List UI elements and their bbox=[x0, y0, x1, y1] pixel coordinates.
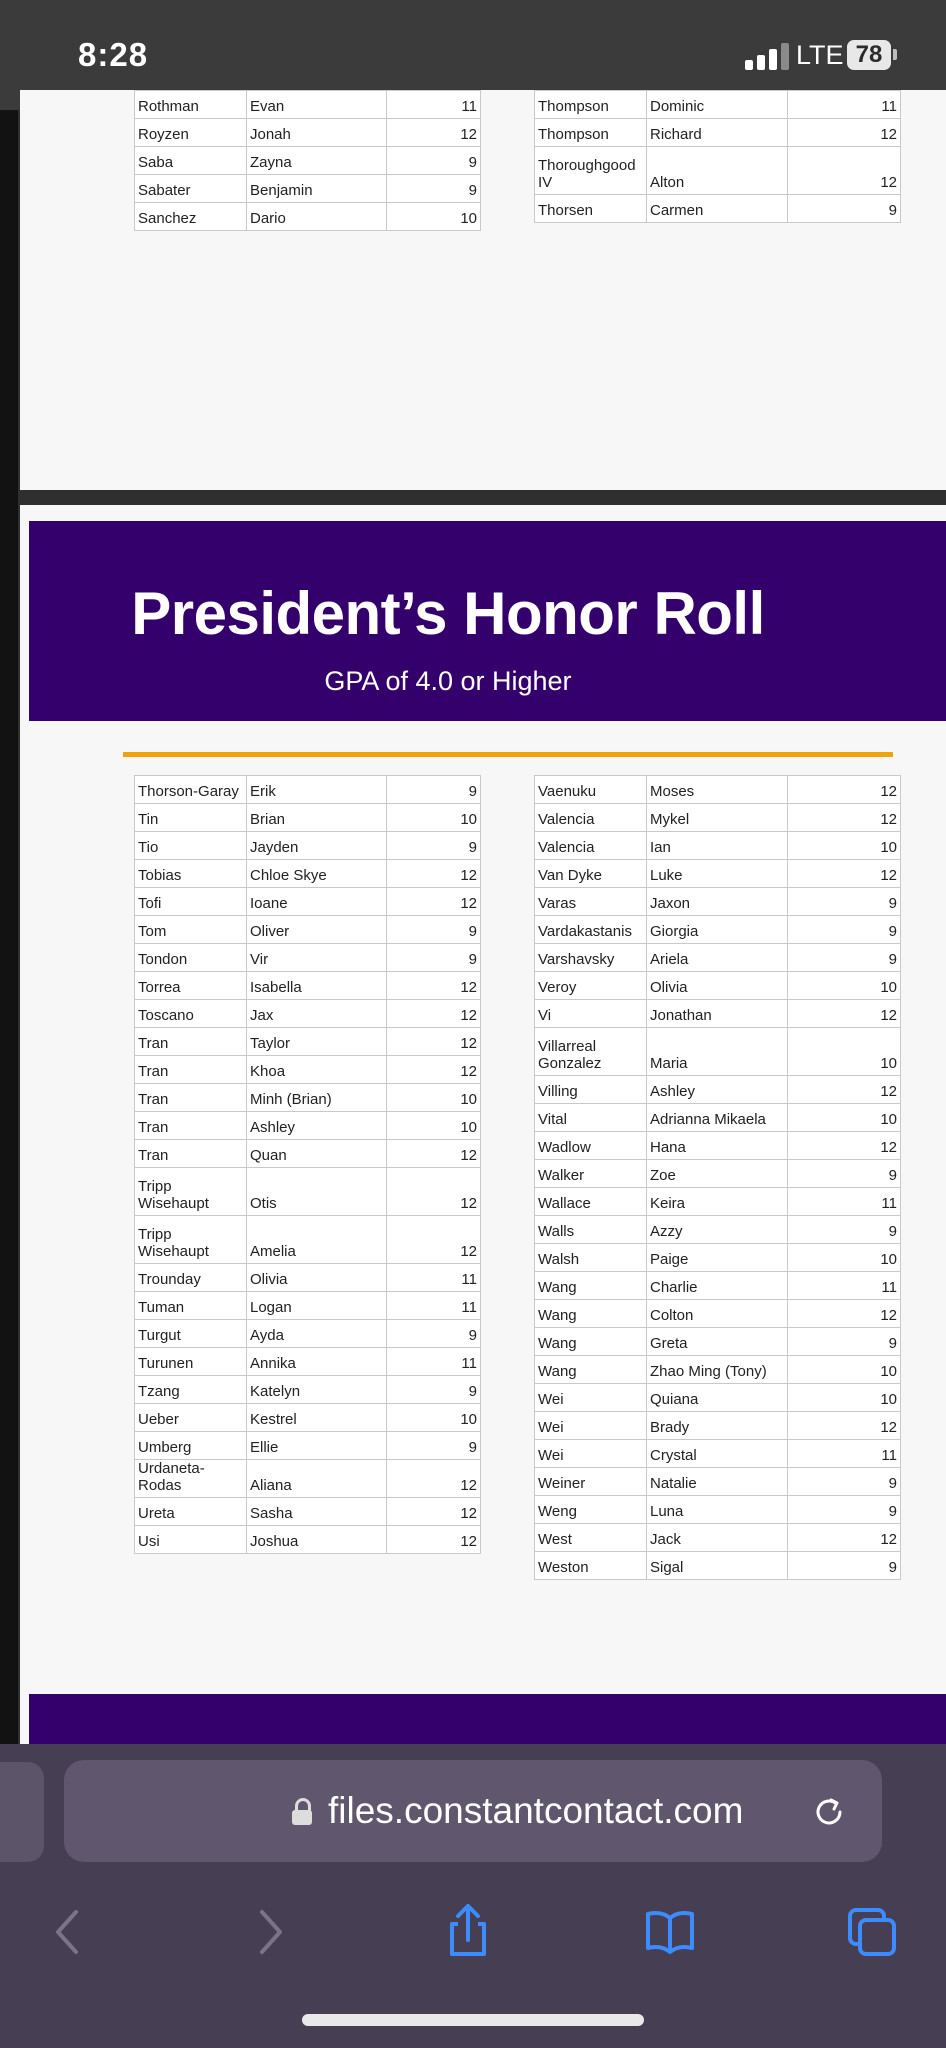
signal-icon bbox=[745, 42, 791, 70]
table-row bbox=[135, 1320, 481, 1348]
first-name-cell: Greta bbox=[647, 1328, 788, 1356]
last-name-cell: Tin bbox=[135, 804, 247, 832]
last-name-cell: Valencia bbox=[535, 832, 647, 860]
table-row bbox=[535, 972, 901, 1000]
first-name-cell: Katelyn bbox=[247, 1376, 387, 1404]
grade-cell: 9 bbox=[788, 1552, 901, 1580]
grade-cell: 11 bbox=[387, 1348, 481, 1376]
last-name-cell: Thoroughgood IV bbox=[535, 147, 647, 195]
bookmarks-icon[interactable] bbox=[630, 1892, 710, 1972]
last-name-cell: Wei bbox=[535, 1412, 647, 1440]
grade-cell: 11 bbox=[788, 1272, 901, 1300]
grade-cell: 9 bbox=[387, 776, 481, 804]
grade-cell: 12 bbox=[788, 1300, 901, 1328]
grade-cell: 9 bbox=[387, 175, 481, 203]
honor-roll-table-left bbox=[134, 775, 481, 1554]
last-name-cell: Toscano bbox=[135, 1000, 247, 1028]
first-name-cell: Joshua bbox=[247, 1526, 387, 1554]
last-name-cell: Thompson bbox=[535, 119, 647, 147]
grade-cell: 12 bbox=[788, 860, 901, 888]
grade-cell: 12 bbox=[387, 1056, 481, 1084]
last-name-cell: Trounday bbox=[135, 1264, 247, 1292]
last-name-cell: Wadlow bbox=[535, 1132, 647, 1160]
table-row bbox=[135, 1112, 481, 1140]
address-bar[interactable] bbox=[64, 1760, 882, 1862]
table-row bbox=[535, 888, 901, 916]
last-name-cell: Wei bbox=[535, 1384, 647, 1412]
last-name-cell: Thorsen bbox=[535, 195, 647, 223]
grade-cell: 12 bbox=[788, 1524, 901, 1552]
last-name-cell: Van Dyke bbox=[535, 860, 647, 888]
first-name-cell: Brady bbox=[647, 1412, 788, 1440]
table-row bbox=[135, 944, 481, 972]
first-name-cell: Quan bbox=[247, 1140, 387, 1168]
table-row bbox=[135, 972, 481, 1000]
grade-cell: 10 bbox=[788, 1028, 901, 1076]
first-name-cell: Otis bbox=[247, 1168, 387, 1216]
table-row bbox=[135, 1404, 481, 1432]
table-row bbox=[535, 1384, 901, 1412]
last-name-cell: Thompson bbox=[535, 91, 647, 119]
table-row bbox=[135, 776, 481, 804]
table-row bbox=[535, 944, 901, 972]
first-name-cell: Keira bbox=[647, 1188, 788, 1216]
table-row bbox=[535, 1132, 901, 1160]
last-name-cell: Umberg bbox=[135, 1432, 247, 1460]
table-row bbox=[135, 1000, 481, 1028]
banner-title: President’s Honor Roll bbox=[131, 580, 765, 647]
grade-cell: 9 bbox=[788, 944, 901, 972]
last-name-cell: Tripp Wisehaupt bbox=[135, 1168, 247, 1216]
browser-toolbar bbox=[0, 1744, 946, 2048]
table-row bbox=[135, 1432, 481, 1460]
first-name-cell: Quiana bbox=[647, 1384, 788, 1412]
top-table-left bbox=[134, 90, 481, 231]
last-name-cell: Tran bbox=[135, 1056, 247, 1084]
grade-cell: 12 bbox=[788, 119, 901, 147]
honor-roll-page bbox=[20, 505, 946, 1767]
address-url[interactable]: files.constantcontact.com bbox=[328, 1790, 744, 1831]
table-row bbox=[135, 804, 481, 832]
grade-cell: 10 bbox=[788, 972, 901, 1000]
first-name-cell: Jonathan bbox=[647, 1000, 788, 1028]
table-row bbox=[135, 1292, 481, 1320]
banner-subtitle: GPA of 4.0 or Higher bbox=[324, 666, 572, 696]
last-name-cell: Villarreal Gonzalez bbox=[535, 1028, 647, 1076]
first-name-cell: Aliana bbox=[247, 1460, 387, 1498]
last-name-cell: Tran bbox=[135, 1112, 247, 1140]
last-name-cell: Urdaneta-Rodas bbox=[135, 1460, 247, 1498]
first-name-cell: Mykel bbox=[647, 804, 788, 832]
last-name-cell: Tom bbox=[135, 916, 247, 944]
last-name-cell: Weston bbox=[535, 1552, 647, 1580]
table-row bbox=[135, 1460, 481, 1498]
table-row bbox=[535, 1496, 901, 1524]
last-name-cell: Walsh bbox=[535, 1244, 647, 1272]
last-name-cell: Villing bbox=[535, 1076, 647, 1104]
first-name-cell: Ellie bbox=[247, 1432, 387, 1460]
grade-cell: 10 bbox=[387, 203, 481, 231]
first-name-cell: Ashley bbox=[247, 1112, 387, 1140]
grade-cell: 12 bbox=[387, 1000, 481, 1028]
last-name-cell: Tobias bbox=[135, 860, 247, 888]
grade-cell: 12 bbox=[788, 1076, 901, 1104]
table-row bbox=[535, 1412, 901, 1440]
document-viewport[interactable] bbox=[0, 98, 946, 1744]
grade-cell: 12 bbox=[788, 1412, 901, 1440]
last-name-cell: Weng bbox=[535, 1496, 647, 1524]
reload-icon[interactable] bbox=[809, 1792, 849, 1832]
grade-cell: 11 bbox=[788, 1440, 901, 1468]
grade-cell: 9 bbox=[788, 888, 901, 916]
last-name-cell: Ueber bbox=[135, 1404, 247, 1432]
table-row bbox=[535, 195, 901, 223]
grade-cell: 9 bbox=[788, 1468, 901, 1496]
last-name-cell: Tuman bbox=[135, 1292, 247, 1320]
first-name-cell: Khoa bbox=[247, 1056, 387, 1084]
first-name-cell: Sigal bbox=[647, 1552, 788, 1580]
table-row bbox=[535, 804, 901, 832]
grade-cell: 11 bbox=[387, 1264, 481, 1292]
last-name-cell: Walker bbox=[535, 1160, 647, 1188]
table-row bbox=[535, 1188, 901, 1216]
last-name-cell: Walls bbox=[535, 1216, 647, 1244]
last-name-cell: Tzang bbox=[135, 1376, 247, 1404]
grade-cell: 12 bbox=[788, 804, 901, 832]
grade-cell: 9 bbox=[387, 916, 481, 944]
first-name-cell: Taylor bbox=[247, 1028, 387, 1056]
grade-cell: 10 bbox=[788, 1356, 901, 1384]
grade-cell: 10 bbox=[788, 1384, 901, 1412]
battery-icon: 78 bbox=[847, 40, 891, 70]
first-name-cell: Sasha bbox=[247, 1498, 387, 1526]
grade-cell: 11 bbox=[387, 1292, 481, 1320]
table-row bbox=[135, 119, 481, 147]
last-name-cell: Vaenuku bbox=[535, 776, 647, 804]
grade-cell: 9 bbox=[788, 1216, 901, 1244]
first-name-cell: Brian bbox=[247, 804, 387, 832]
first-name-cell: Zoe bbox=[647, 1160, 788, 1188]
grade-cell: 12 bbox=[788, 147, 901, 195]
first-name-cell: Hana bbox=[647, 1132, 788, 1160]
first-name-cell: Natalie bbox=[647, 1468, 788, 1496]
grade-cell: 12 bbox=[387, 1498, 481, 1526]
first-name-cell: Giorgia bbox=[647, 916, 788, 944]
grade-cell: 11 bbox=[788, 1188, 901, 1216]
table-row bbox=[135, 175, 481, 203]
forward-icon[interactable] bbox=[230, 1892, 310, 1972]
last-name-cell: Tran bbox=[135, 1084, 247, 1112]
grade-cell: 12 bbox=[788, 776, 901, 804]
grade-cell: 12 bbox=[788, 1000, 901, 1028]
table-row bbox=[135, 916, 481, 944]
back-icon[interactable] bbox=[28, 1892, 108, 1972]
last-name-cell: Sabater bbox=[135, 175, 247, 203]
table-row bbox=[135, 1348, 481, 1376]
last-name-cell: Veroy bbox=[535, 972, 647, 1000]
first-name-cell: Zhao Ming (Tony) bbox=[647, 1356, 788, 1384]
last-name-cell: Torrea bbox=[135, 972, 247, 1000]
first-name-cell: Jayden bbox=[247, 832, 387, 860]
grade-cell: 10 bbox=[387, 804, 481, 832]
table-row bbox=[535, 1244, 901, 1272]
table-row bbox=[135, 1056, 481, 1084]
gold-divider bbox=[123, 752, 893, 757]
table-row bbox=[135, 1526, 481, 1554]
grade-cell: 9 bbox=[387, 1432, 481, 1460]
table-row bbox=[135, 147, 481, 175]
table-row bbox=[135, 1376, 481, 1404]
last-name-cell: Valencia bbox=[535, 804, 647, 832]
table-row bbox=[535, 1356, 901, 1384]
grade-cell: 9 bbox=[788, 1328, 901, 1356]
last-name-cell: Tondon bbox=[135, 944, 247, 972]
last-name-cell: West bbox=[535, 1524, 647, 1552]
top-table-right bbox=[534, 90, 901, 223]
last-name-cell: Turgut bbox=[135, 1320, 247, 1348]
last-name-cell: Wang bbox=[535, 1300, 647, 1328]
first-name-cell: Vir bbox=[247, 944, 387, 972]
first-name-cell: Olivia bbox=[647, 972, 788, 1000]
last-name-cell: Tofi bbox=[135, 888, 247, 916]
table-row bbox=[135, 832, 481, 860]
first-name-cell: Jonah bbox=[247, 119, 387, 147]
last-name-cell: Wallace bbox=[535, 1188, 647, 1216]
grade-cell: 10 bbox=[387, 1404, 481, 1432]
first-name-cell: Dario bbox=[247, 203, 387, 231]
grade-cell: 12 bbox=[387, 119, 481, 147]
first-name-cell: Maria bbox=[647, 1028, 788, 1076]
table-row bbox=[135, 91, 481, 119]
first-name-cell: Dominic bbox=[647, 91, 788, 119]
first-name-cell: Oliver bbox=[247, 916, 387, 944]
first-name-cell: Ariela bbox=[647, 944, 788, 972]
table-row bbox=[535, 1468, 901, 1496]
viewport-left-edge bbox=[0, 110, 18, 1744]
table-row bbox=[535, 147, 901, 195]
table-row bbox=[535, 1300, 901, 1328]
grade-cell: 9 bbox=[788, 1160, 901, 1188]
last-name-cell: Vi bbox=[535, 1000, 647, 1028]
grade-cell: 11 bbox=[788, 91, 901, 119]
table-row bbox=[135, 1216, 481, 1264]
table-row bbox=[535, 916, 901, 944]
grade-cell: 9 bbox=[387, 147, 481, 175]
last-name-cell: Saba bbox=[135, 147, 247, 175]
previous-tab-peek[interactable] bbox=[0, 1762, 44, 1862]
table-row bbox=[135, 1028, 481, 1056]
first-name-cell: Luna bbox=[647, 1496, 788, 1524]
table-row bbox=[535, 860, 901, 888]
first-name-cell: Colton bbox=[647, 1300, 788, 1328]
first-name-cell: Amelia bbox=[247, 1216, 387, 1264]
grade-cell: 12 bbox=[788, 1132, 901, 1160]
share-icon[interactable] bbox=[428, 1892, 508, 1972]
first-name-cell: Erik bbox=[247, 776, 387, 804]
grade-cell: 12 bbox=[387, 972, 481, 1000]
table-row bbox=[535, 1160, 901, 1188]
first-name-cell: Benjamin bbox=[247, 175, 387, 203]
grade-cell: 10 bbox=[788, 832, 901, 860]
last-name-cell: Thorson-Garay bbox=[135, 776, 247, 804]
table-row bbox=[535, 1524, 901, 1552]
last-name-cell: Rothman bbox=[135, 91, 247, 119]
first-name-cell: Minh (Brian) bbox=[247, 1084, 387, 1112]
first-name-cell: Ioane bbox=[247, 888, 387, 916]
table-row bbox=[535, 1272, 901, 1300]
last-name-cell: Turunen bbox=[135, 1348, 247, 1376]
first-name-cell: Isabella bbox=[247, 972, 387, 1000]
status-time: 8:28 bbox=[78, 36, 149, 73]
table-row bbox=[135, 1168, 481, 1216]
grade-cell: 10 bbox=[788, 1244, 901, 1272]
table-row bbox=[535, 91, 901, 119]
previous-page bbox=[20, 90, 946, 490]
first-name-cell: Jaxon bbox=[647, 888, 788, 916]
table-row bbox=[135, 860, 481, 888]
table-row bbox=[535, 1328, 901, 1356]
first-name-cell: Evan bbox=[247, 91, 387, 119]
last-name-cell: Vital bbox=[535, 1104, 647, 1132]
first-name-cell: Ayda bbox=[247, 1320, 387, 1348]
battery-tip bbox=[893, 49, 897, 60]
table-row bbox=[535, 1216, 901, 1244]
network-type: LTE bbox=[796, 40, 844, 70]
lock-icon bbox=[292, 1798, 312, 1824]
first-name-cell: Moses bbox=[647, 776, 788, 804]
grade-cell: 9 bbox=[387, 944, 481, 972]
first-name-cell: Adrianna Mikaela bbox=[647, 1104, 788, 1132]
grade-cell: 10 bbox=[788, 1104, 901, 1132]
grade-cell: 9 bbox=[788, 916, 901, 944]
last-name-cell: Wang bbox=[535, 1272, 647, 1300]
last-name-cell: Tio bbox=[135, 832, 247, 860]
first-name-cell: Logan bbox=[247, 1292, 387, 1320]
first-name-cell: Jax bbox=[247, 1000, 387, 1028]
first-name-cell: Ashley bbox=[647, 1076, 788, 1104]
last-name-cell: Tripp Wisehaupt bbox=[135, 1216, 247, 1264]
grade-cell: 9 bbox=[788, 1496, 901, 1524]
last-name-cell: Usi bbox=[135, 1526, 247, 1554]
last-name-cell: Tran bbox=[135, 1140, 247, 1168]
honor-roll-banner bbox=[29, 521, 946, 721]
first-name-cell: Ian bbox=[647, 832, 788, 860]
first-name-cell: Paige bbox=[647, 1244, 788, 1272]
table-row bbox=[535, 119, 901, 147]
first-name-cell: Zayna bbox=[247, 147, 387, 175]
table-row bbox=[135, 888, 481, 916]
table-row bbox=[535, 1076, 901, 1104]
browser-nav-row bbox=[0, 1892, 946, 1982]
home-indicator[interactable] bbox=[302, 2014, 644, 2026]
grade-cell: 9 bbox=[387, 1320, 481, 1348]
grade-cell: 11 bbox=[387, 91, 481, 119]
table-row bbox=[535, 1028, 901, 1076]
last-name-cell: Wei bbox=[535, 1440, 647, 1468]
grade-cell: 9 bbox=[387, 1376, 481, 1404]
first-name-cell: Azzy bbox=[647, 1216, 788, 1244]
grade-cell: 12 bbox=[387, 888, 481, 916]
last-name-cell: Varshavsky bbox=[535, 944, 647, 972]
grade-cell: 10 bbox=[387, 1112, 481, 1140]
table-row bbox=[135, 1084, 481, 1112]
first-name-cell: Kestrel bbox=[247, 1404, 387, 1432]
grade-cell: 12 bbox=[387, 1526, 481, 1554]
last-name-cell: Vardakastanis bbox=[535, 916, 647, 944]
grade-cell: 12 bbox=[387, 1460, 481, 1498]
grade-cell: 12 bbox=[387, 1168, 481, 1216]
grade-cell: 12 bbox=[387, 1140, 481, 1168]
grade-cell: 9 bbox=[788, 195, 901, 223]
first-name-cell: Alton bbox=[647, 147, 788, 195]
last-name-cell: Wang bbox=[535, 1328, 647, 1356]
table-row bbox=[535, 1000, 901, 1028]
first-name-cell: Annika bbox=[247, 1348, 387, 1376]
table-row bbox=[135, 1264, 481, 1292]
table-row bbox=[535, 832, 901, 860]
first-name-cell: Crystal bbox=[647, 1440, 788, 1468]
table-row bbox=[535, 1552, 901, 1580]
grade-cell: 12 bbox=[387, 1216, 481, 1264]
last-name-cell: Varas bbox=[535, 888, 647, 916]
first-name-cell: Richard bbox=[647, 119, 788, 147]
grade-cell: 10 bbox=[387, 1084, 481, 1112]
first-name-cell: Olivia bbox=[247, 1264, 387, 1292]
last-name-cell: Tran bbox=[135, 1028, 247, 1056]
last-name-cell: Sanchez bbox=[135, 203, 247, 231]
table-row bbox=[535, 1440, 901, 1468]
last-name-cell: Royzen bbox=[135, 119, 247, 147]
first-name-cell: Chloe Skye bbox=[247, 860, 387, 888]
first-name-cell: Carmen bbox=[647, 195, 788, 223]
grade-cell: 12 bbox=[387, 1028, 481, 1056]
honor-roll-table-right bbox=[534, 775, 901, 1580]
table-row bbox=[535, 1104, 901, 1132]
last-name-cell: Ureta bbox=[135, 1498, 247, 1526]
table-row bbox=[135, 1498, 481, 1526]
tabs-icon[interactable] bbox=[832, 1892, 912, 1972]
first-name-cell: Jack bbox=[647, 1524, 788, 1552]
first-name-cell: Luke bbox=[647, 860, 788, 888]
last-name-cell: Wang bbox=[535, 1356, 647, 1384]
table-row bbox=[535, 776, 901, 804]
last-name-cell: Weiner bbox=[535, 1468, 647, 1496]
table-row bbox=[135, 203, 481, 231]
first-name-cell: Charlie bbox=[647, 1272, 788, 1300]
table-row bbox=[135, 1140, 481, 1168]
grade-cell: 12 bbox=[387, 860, 481, 888]
grade-cell: 9 bbox=[387, 832, 481, 860]
